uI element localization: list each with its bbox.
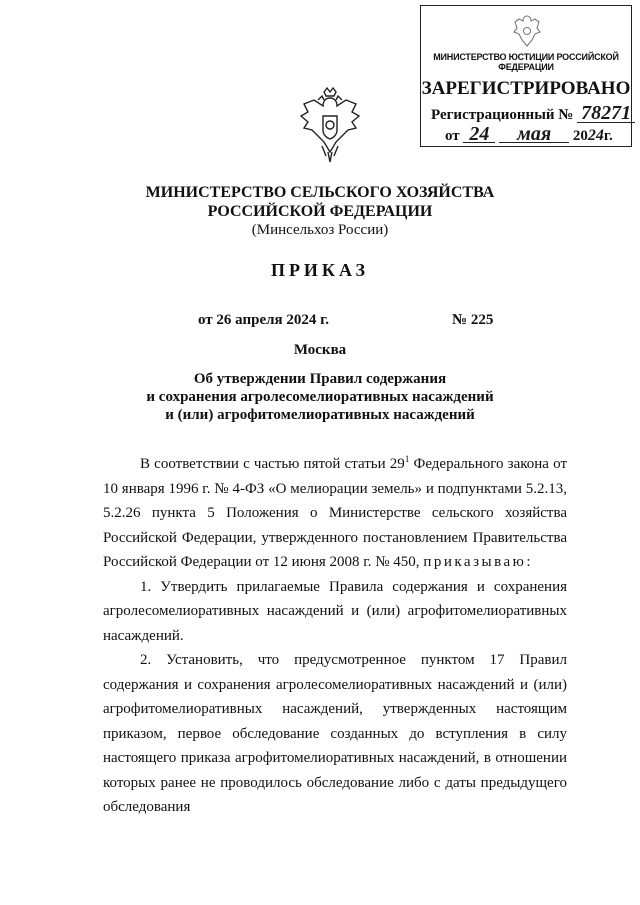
order-subject xyxy=(0,370,640,424)
stamp-eagle-emblem-icon xyxy=(513,12,541,50)
stamp-reg-number: 78271 xyxy=(577,104,635,123)
paragraph-2: 2. Установить, что предусмотренное пунктом 17 Правил содержания и сохранения агролесомелиоративных насаждений и (или) агрофитомелиоративных насаждений, утвержденных настоящим приказом, первое обследование созданных до вступления в силу настоящего приказа агрофитомелиоративных насаждений, в отношении которых ранее не проводилось обследование либо с даты предыдущего обследования xyxy=(103,652,567,815)
stamp-ministry: МИНИСТЕРСТВО ЮСТИЦИИ РОССИЙСКОЙ ФЕДЕРАЦИИ xyxy=(433,52,619,72)
ministry-short-name: (Минсельхоз России) xyxy=(251,222,389,238)
stamp-date-day: 24 xyxy=(463,126,495,143)
stamp-date-year-suffix: 24 xyxy=(587,127,604,144)
stamp-title: ЗАРЕГИСТРИРОВАНО xyxy=(421,78,631,99)
stamp-reg-label: Регистрационный № xyxy=(431,107,574,123)
city: Москва xyxy=(293,342,347,358)
stamp-date-year-prefix: 20 xyxy=(572,128,588,144)
document-type: ПРИКАЗ xyxy=(270,260,370,280)
order-date: от 26 апреля 2024 г. xyxy=(198,312,330,328)
subject-line-3: и (или) агрофитомелиоративных насаждений xyxy=(165,407,475,423)
paragraph-1: 1. Утвердить прилагаемые Правила содержания и сохранения агролесомелиоративных насаждений и (или) агрофитомелиоративных насаждений. xyxy=(103,578,567,644)
subject-line-2: и сохранения агролесомелиоративных насаждений xyxy=(146,389,494,405)
stamp-date-suffix: г. xyxy=(603,128,613,144)
paragraph-preamble: В соответствии с частью пятой статьи $29^1$ Федерального закона от 10 января 1996 г. № 4-ФЗ «О мелиорации земель» и подпунктами 5.2.13, 5.2.26 пункта 5 Положения о Министерстве сельского хозяйства Российской Федерации, утвержденного постановлением Правительства Российской Федерации от 12 июня 2008 г. № 450, приказываю: xyxy=(103,454,567,570)
ministry-name xyxy=(0,183,640,221)
ministry-line-2: РОССИЙСКОЙ ФЕДЕРАЦИИ xyxy=(207,203,433,220)
stamp-date-month: мая xyxy=(499,126,569,143)
stamp-date-line xyxy=(445,123,613,145)
stamp-reg-line xyxy=(431,104,635,124)
article-superscript: 1 xyxy=(404,454,410,464)
registration-stamp xyxy=(420,5,632,147)
coat-of-arms-icon xyxy=(298,86,362,164)
subject-line-1: Об утверждении Правил содержания xyxy=(193,371,447,387)
decree-word: приказываю: xyxy=(423,554,534,570)
order-number: № 225 xyxy=(452,312,494,328)
order-body xyxy=(103,447,567,820)
stamp-date-prefix: от xyxy=(445,128,460,144)
ministry-line-1: МИНИСТЕРСТВО СЕЛЬСКОГО ХОЗЯЙСТВА xyxy=(145,184,495,201)
